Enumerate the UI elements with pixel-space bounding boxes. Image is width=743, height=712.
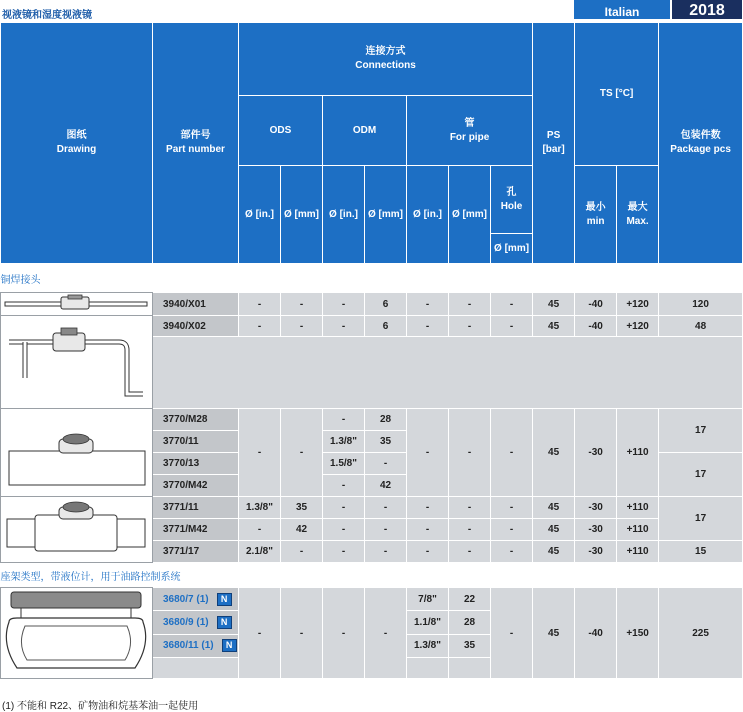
header-pipe-in: Ø [in.] bbox=[407, 166, 449, 264]
header-ps: PS [bar] bbox=[533, 23, 575, 264]
cell-ts-min: -30 bbox=[575, 409, 617, 497]
table-row bbox=[1, 497, 743, 519]
cell-pipe-mm: 22 bbox=[449, 588, 491, 611]
header-odm: ODM bbox=[323, 96, 407, 166]
cell-ods-in: - bbox=[239, 588, 281, 679]
cell-pipe-mm: - bbox=[449, 316, 491, 337]
cell-ps: 45 bbox=[533, 519, 575, 541]
cell-odm-mm: - bbox=[365, 519, 407, 541]
cell-ods-in: - bbox=[239, 409, 281, 497]
cell-package: 17 bbox=[659, 497, 743, 541]
cell-odm-in: - bbox=[323, 588, 365, 679]
drawing-3771 bbox=[1, 497, 153, 563]
header-ts-min: 最小 min bbox=[575, 166, 617, 264]
cell-pipe-in: - bbox=[407, 519, 449, 541]
blank-spacer bbox=[449, 657, 491, 678]
cell-odm-mm: 35 bbox=[365, 431, 407, 453]
cell-hole: - bbox=[491, 497, 533, 519]
header-for-pipe: 管 For pipe bbox=[407, 96, 533, 166]
header-odm-in: Ø [in.] bbox=[323, 166, 365, 264]
cell-package: 17 bbox=[659, 409, 743, 453]
cell-ts-max: +110 bbox=[617, 409, 659, 497]
cell-ods-mm: - bbox=[281, 316, 323, 337]
part-number: 3770/11 bbox=[153, 431, 239, 453]
drawing-3940-x02 bbox=[1, 316, 153, 409]
cell-ps: 45 bbox=[533, 293, 575, 316]
brand-logo: Italian bbox=[574, 0, 670, 19]
cell-ps: 45 bbox=[533, 497, 575, 519]
cell-ts-max: +110 bbox=[617, 519, 659, 541]
cell-ods-in: 1.3/8" bbox=[239, 497, 281, 519]
cell-ts-max: +120 bbox=[617, 316, 659, 337]
cell-hole: - bbox=[491, 316, 533, 337]
header-package: 包装件数 Package pcs bbox=[659, 23, 743, 264]
cell-odm-mm: - bbox=[365, 588, 407, 679]
catalog-year: 2018 bbox=[672, 0, 742, 19]
header-pipe-mm: Ø [mm] bbox=[449, 166, 491, 264]
cell-odm-in: - bbox=[323, 293, 365, 316]
cell-ps: 45 bbox=[533, 409, 575, 497]
cell-ts-min: -30 bbox=[575, 541, 617, 563]
sight-glass-saddle-drawing bbox=[1, 411, 151, 495]
cell-odm-mm: - bbox=[365, 541, 407, 563]
cell-package: 225 bbox=[659, 588, 743, 679]
table-row bbox=[1, 409, 743, 431]
cell-odm-in: - bbox=[323, 519, 365, 541]
cell-pipe-in: - bbox=[407, 293, 449, 316]
cell-pipe-in: - bbox=[407, 541, 449, 563]
cell-package: 15 bbox=[659, 541, 743, 563]
header-drawing: 图纸 Drawing bbox=[1, 23, 153, 264]
header-ods-in: Ø [in.] bbox=[239, 166, 281, 264]
cell-ods-mm: - bbox=[281, 588, 323, 679]
cell-package: 48 bbox=[659, 316, 743, 337]
part-number: 3770/M28 bbox=[153, 409, 239, 431]
page-title: 视液镜和湿度视液镜 bbox=[2, 10, 92, 21]
cell-pipe-mm: - bbox=[449, 409, 491, 497]
cell-ts-min: -40 bbox=[575, 316, 617, 337]
part-number: 3770/13 bbox=[153, 453, 239, 475]
cell-ps: 45 bbox=[533, 588, 575, 679]
drawing-3940-x01 bbox=[1, 293, 153, 316]
part-number: 3770/M42 bbox=[153, 475, 239, 497]
cell-package: 120 bbox=[659, 293, 743, 316]
new-badge: N bbox=[222, 639, 237, 652]
top-bar bbox=[0, 0, 742, 22]
cell-ods-in: - bbox=[239, 316, 281, 337]
cell-ods-in: 2.1/8" bbox=[239, 541, 281, 563]
drawing-3680 bbox=[1, 588, 153, 679]
cell-odm-mm: 6 bbox=[365, 316, 407, 337]
part-number: 3680/9 (1) N bbox=[153, 611, 239, 634]
header-ts: TS [°C] bbox=[575, 23, 659, 166]
cell-hole: - bbox=[491, 293, 533, 316]
part-number: 3940/X02 bbox=[153, 316, 239, 337]
part-number: 3771/11 bbox=[153, 497, 239, 519]
cell-hole: - bbox=[491, 588, 533, 679]
cell-ods-in: - bbox=[239, 293, 281, 316]
cell-ts-max: +110 bbox=[617, 541, 659, 563]
table-row bbox=[1, 316, 743, 337]
cell-pipe-mm: - bbox=[449, 293, 491, 316]
cell-hole: - bbox=[491, 541, 533, 563]
sight-glass-socket-drawing bbox=[1, 499, 151, 561]
cell-odm-mm: 42 bbox=[365, 475, 407, 497]
footnote: (1) 不能和 R22、矿物油和烷基苯油一起使用 bbox=[2, 701, 199, 712]
cell-odm-mm: - bbox=[365, 497, 407, 519]
header-ts-max: 最大 Max. bbox=[617, 166, 659, 264]
cell-odm-mm: - bbox=[365, 453, 407, 475]
blank-spacer bbox=[153, 657, 239, 678]
blank-spacer bbox=[407, 657, 449, 678]
cell-ts-max: +150 bbox=[617, 588, 659, 679]
cell-ts-max: +120 bbox=[617, 293, 659, 316]
cell-ods-mm: 35 bbox=[281, 497, 323, 519]
cell-pipe-in: 1.3/8" bbox=[407, 634, 449, 657]
cell-ts-min: -30 bbox=[575, 519, 617, 541]
cell-ts-min: -40 bbox=[575, 588, 617, 679]
blank-spacer bbox=[153, 337, 743, 409]
new-badge: N bbox=[217, 593, 232, 606]
cell-odm-mm: 6 bbox=[365, 293, 407, 316]
cell-odm-in: - bbox=[323, 409, 365, 431]
cell-pipe-mm: - bbox=[449, 541, 491, 563]
cell-odm-in: - bbox=[323, 497, 365, 519]
cell-odm-in: - bbox=[323, 541, 365, 563]
cell-odm-in: 1.5/8" bbox=[323, 453, 365, 475]
cell-pipe-mm: 28 bbox=[449, 611, 491, 634]
header-odm-mm: Ø [mm] bbox=[365, 166, 407, 264]
cell-odm-mm: 28 bbox=[365, 409, 407, 431]
spec-table bbox=[0, 22, 743, 679]
cell-hole: - bbox=[491, 519, 533, 541]
cell-pipe-in: 1.1/8" bbox=[407, 611, 449, 634]
cell-pipe-in: - bbox=[407, 316, 449, 337]
cell-pipe-mm: - bbox=[449, 497, 491, 519]
cell-ods-mm: - bbox=[281, 541, 323, 563]
cell-ts-min: -30 bbox=[575, 497, 617, 519]
cell-pipe-mm: 35 bbox=[449, 634, 491, 657]
cell-ods-mm: - bbox=[281, 409, 323, 497]
cell-ps: 45 bbox=[533, 316, 575, 337]
part-number: 3771/17 bbox=[153, 541, 239, 563]
cell-odm-in: - bbox=[323, 475, 365, 497]
new-badge: N bbox=[217, 616, 232, 629]
header-part-number: 部件号 Part number bbox=[153, 23, 239, 264]
header-connections: 连接方式 Connections bbox=[239, 23, 533, 96]
part-number: 3680/11 (1) N bbox=[153, 634, 239, 657]
part-number: 3771/M42 bbox=[153, 519, 239, 541]
part-number: 3940/X01 bbox=[153, 293, 239, 316]
section-title-oil-level: 座架类型，带液位计，用于油路控制系统 bbox=[1, 563, 743, 588]
cell-pipe-in: - bbox=[407, 409, 449, 497]
part-number: 3680/7 (1) N bbox=[153, 588, 239, 611]
header-ods: ODS bbox=[239, 96, 323, 166]
section-title-brazing: 铜焊接头 bbox=[1, 264, 743, 293]
header-hole-mm: Ø [mm] bbox=[491, 234, 533, 264]
cell-pipe-in: - bbox=[407, 497, 449, 519]
cell-ps: 45 bbox=[533, 541, 575, 563]
header-hole: 孔 Hole bbox=[491, 166, 533, 234]
oil-level-sight-glass-drawing bbox=[1, 588, 151, 678]
cell-pipe-in: 7/8" bbox=[407, 588, 449, 611]
sight-glass-straight-drawing bbox=[1, 294, 151, 314]
cell-package: 17 bbox=[659, 453, 743, 497]
drawing-3770 bbox=[1, 409, 153, 497]
cell-ts-min: -40 bbox=[575, 293, 617, 316]
cell-odm-in: 1.3/8" bbox=[323, 431, 365, 453]
sight-glass-bent-drawing bbox=[1, 316, 151, 408]
cell-pipe-mm: - bbox=[449, 519, 491, 541]
cell-ts-max: +110 bbox=[617, 497, 659, 519]
table-row bbox=[1, 293, 743, 316]
header-ods-mm: Ø [mm] bbox=[281, 166, 323, 264]
cell-ods-mm: 42 bbox=[281, 519, 323, 541]
table-row bbox=[1, 588, 743, 611]
cell-ods-mm: - bbox=[281, 293, 323, 316]
cell-hole: - bbox=[491, 409, 533, 497]
cell-ods-in: - bbox=[239, 519, 281, 541]
cell-odm-in: - bbox=[323, 316, 365, 337]
